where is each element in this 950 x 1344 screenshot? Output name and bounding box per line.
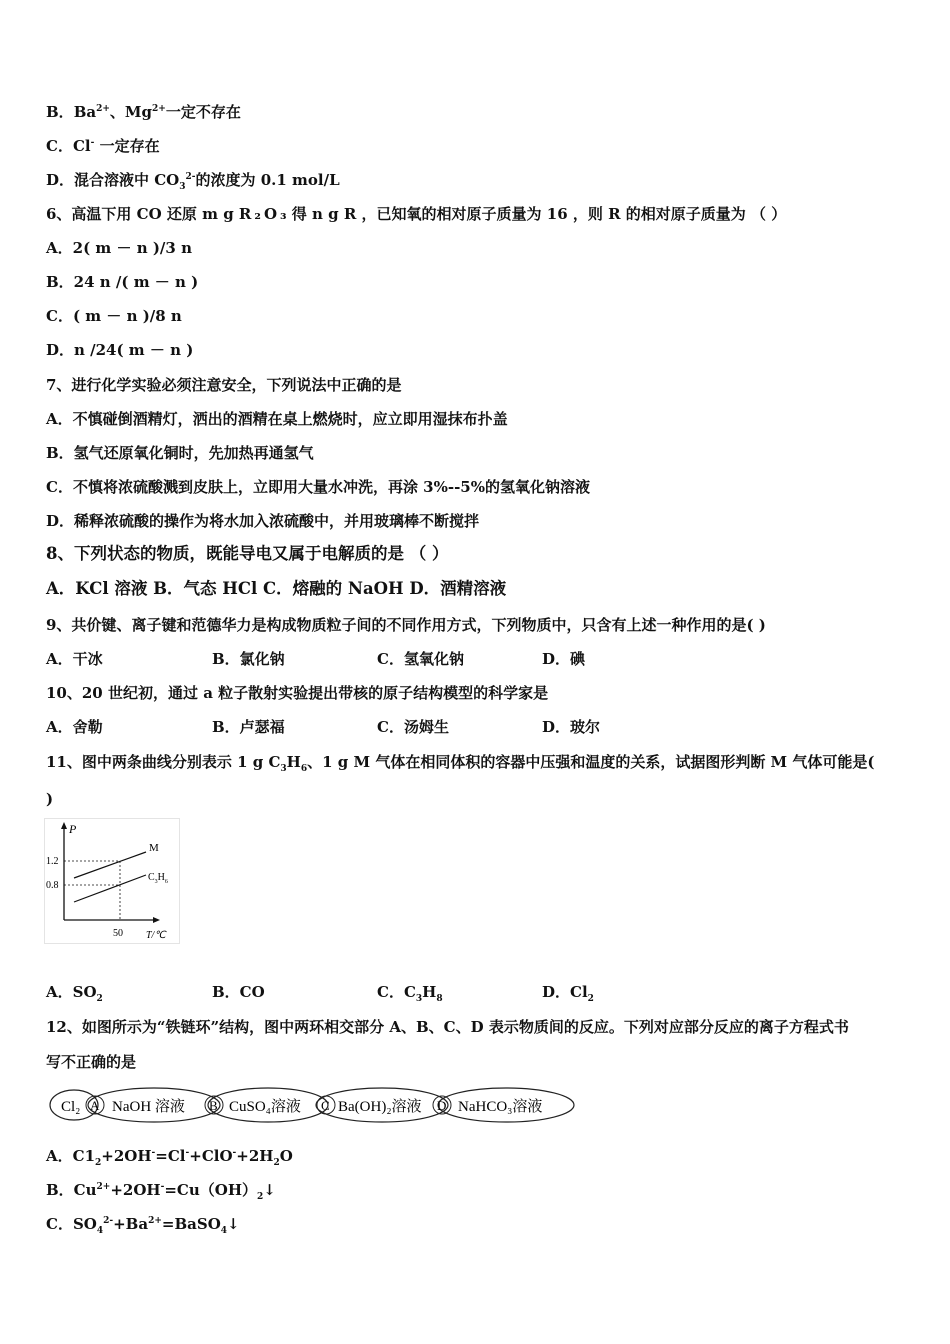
q12-option-a: A．$C1_2+2OH^-=Cl^-+ClO^-+2H_2O$ — [46, 1147, 293, 1168]
y-tick-low: 0.8 — [46, 880, 59, 891]
q9-option-b: B．氯化钠 — [212, 650, 285, 668]
curve-c3h6-label: $C_3H_6$ — [148, 872, 168, 885]
marker-d: D — [437, 1098, 447, 1113]
q5-option-d: D．混合溶液中 $CO_3^{2-}$的浓度为 0.1 mol/L — [46, 171, 340, 192]
x-tick: 50 — [113, 928, 123, 939]
x-axis-label: T/℃ — [146, 930, 166, 941]
q9-option-c: C．氢氧化钠 — [377, 650, 464, 668]
curve-m-label: M — [149, 842, 159, 854]
q6-option-a: A．2( m － n )/3 n — [46, 239, 192, 257]
ring-naoh-label: NaOH 溶液 — [112, 1099, 185, 1115]
q10-stem: 10、20 世纪初，通过 a 粒子散射实验提出带核的原子结构模型的科学家是 — [46, 684, 549, 702]
q10-option-b: B．卢瑟福 — [212, 718, 285, 736]
q12-option-c: C．$SO_4^{2-}+Ba^{2+}=BaSO_4↓$ — [46, 1215, 240, 1236]
q7-option-b: B．氢气还原氧化铜时，先加热再通氢气 — [46, 444, 314, 462]
q12-option-b: B．$Cu^{2+}+2OH^-=Cu(OH)_2↓$ — [46, 1181, 276, 1202]
q6-option-d: D．n /24( m － n ) — [46, 341, 194, 359]
ring-cl2-label: Cl₂ — [61, 1099, 81, 1115]
q9-option-d: D．碘 — [542, 650, 586, 668]
q12-stem-continuation: 写不正确的是 — [46, 1053, 137, 1071]
q11-stem-continuation: ) — [46, 790, 54, 808]
ring-cuso4-label: CuSO₄溶液 — [229, 1099, 301, 1115]
q10-option-d: D．玻尔 — [542, 718, 601, 736]
q6-stem: 6、高温下用 CO 还原 m g R ₂ O ₃ 得 n g R ，已知氧的相对原子质量为 16 ，则 R 的相对原子质量为 （ ） — [46, 205, 787, 223]
pressure-temperature-graph — [44, 818, 180, 944]
q10-option-a: A．舍勒 — [46, 718, 103, 736]
q9-option-a: A．干冰 — [46, 650, 103, 668]
q5-option-b: B．$Ba^{2+}$、$Mg^{2+}$一定不存在 — [46, 103, 241, 121]
q7-option-c: C．不慎将浓硫酸溅到皮肤上，立即用大量水冲洗，再涂 3%--5%的氢氧化钠溶液 — [46, 478, 590, 496]
q10-option-c: C．汤姆生 — [377, 718, 449, 736]
marker-b: B — [209, 1098, 218, 1113]
y-tick-high: 1.2 — [46, 856, 59, 867]
q11-option-d: D．$Cl_2$ — [542, 983, 594, 1004]
iron-chain-diagram — [48, 1086, 578, 1124]
q11-stem: 11、图中两条曲线分别表示 1 g $C_3H_6$、1 g M 气体在相同体积的容器中压强和温度的关系，试据图形判断 M 气体可能是( — [46, 753, 875, 774]
q9-stem: 9、共价键、离子键和范德华力是构成物质粒子间的不同作用方式，下列物质中，只含有上述一种作用的是( ) — [46, 616, 766, 634]
q11-option-c: C．$C_3H_8$ — [377, 983, 443, 1004]
marker-c: C — [321, 1098, 330, 1113]
ring-baoh2-label: Ba(OH)₂溶液 — [338, 1099, 422, 1115]
q8-stem: 8、下列状态的物质，既能导电又属于电解质的是 （ ） — [46, 544, 449, 563]
marker-a: A — [90, 1098, 100, 1113]
q6-option-c: C．( m － n )/8 n — [46, 307, 182, 325]
q12-stem: 12、如图所示为“铁链环”结构，图中两环相交部分 A、B、C、D 表示物质间的反应。下列对应部分反应的离子方程式书 — [46, 1018, 849, 1036]
q11-option-a: A．$SO_2$ — [46, 983, 103, 1004]
q6-option-b: B．24 n /( m － n ) — [46, 273, 199, 291]
q5-option-c: C．Cl- 一定存在 — [46, 137, 160, 155]
q7-option-d: D．稀释浓硫酸的操作为将水加入浓硫酸中，并用玻璃棒不断搅拌 — [46, 512, 480, 530]
q11-option-b: B．CO — [212, 983, 265, 1001]
q8-options: A．KCl 溶液 B．气态 HCl C．熔融的 NaOH D．酒精溶液 — [46, 579, 507, 598]
q7-option-a: A．不慎碰倒酒精灯，洒出的酒精在桌上燃烧时，应立即用湿抹布扑盖 — [46, 410, 508, 428]
ring-nahco3-label: NaHCO₃溶液 — [458, 1099, 543, 1115]
y-axis-label: P — [69, 822, 77, 836]
q7-stem: 7、进行化学实验必须注意安全，下列说法中正确的是 — [46, 376, 402, 394]
